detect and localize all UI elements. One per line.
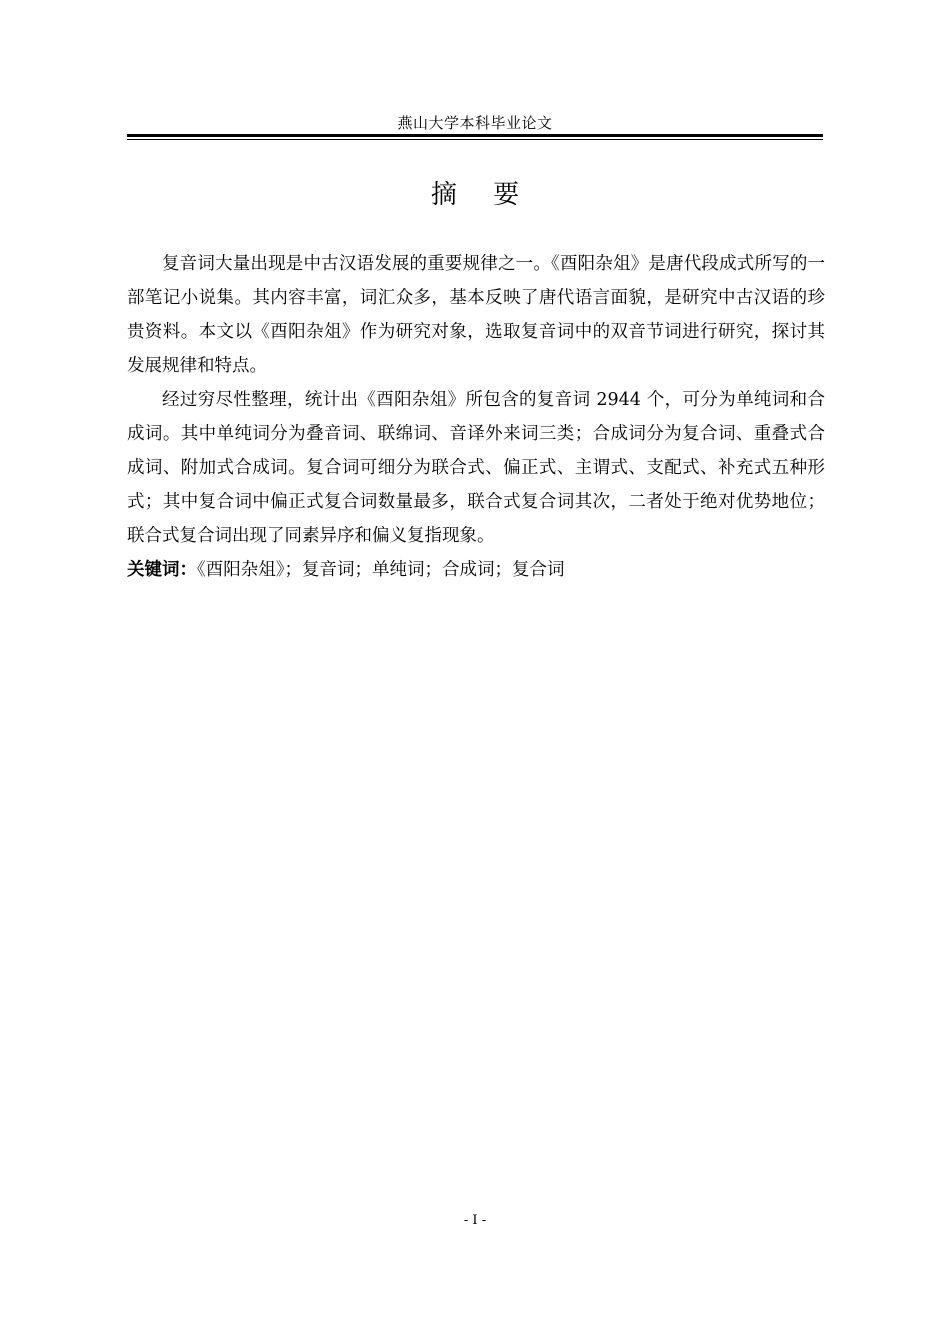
abstract-paragraph-1: 复音词大量出现是中古汉语发展的重要规律之一。《酉阳杂俎》是唐代段成式所写的一部笔记小说集。其内容丰富，词汇众多，基本反映了唐代语言面貌，是研究中古汉语的珍贵资料。本文以《酉阳杂俎》作为研究对象，选取复音词中的双音节词进行研究，探讨其发展规律和特点。 bbox=[127, 254, 825, 376]
keywords-label: 关键词： bbox=[127, 560, 197, 580]
keywords-text: 《酉阳杂俎》；复音词；单纯词；合成词；复合词 bbox=[197, 560, 565, 580]
abstract-title: 摘 要 bbox=[430, 180, 534, 210]
header-rule-thin bbox=[127, 139, 823, 140]
abstract-body bbox=[127, 247, 825, 587]
header-rule-thick bbox=[127, 134, 823, 137]
keywords-line bbox=[127, 553, 825, 587]
page-number: - I - bbox=[463, 1213, 487, 1228]
abstract-paragraph-2: 经过穷尽性整理，统计出《酉阳杂俎》所包含的复音词 2944 个，可分为单纯词和合成词。其中单纯词分为叠音词、联绵词、音译外来词三类；合成词分为复合词、重叠式合成词、附加式合成词。复合词可细分为联合式、偏正式、主谓式、支配式、补充式五种形式；其中复合词中偏正式复合词数量最多，联合式复合词其次，二者处于绝对优势地位；联合式复合词出现了同素异序和偏义复指现象。 bbox=[127, 390, 825, 546]
running-header: 燕山大学本科毕业论文 bbox=[397, 114, 553, 132]
